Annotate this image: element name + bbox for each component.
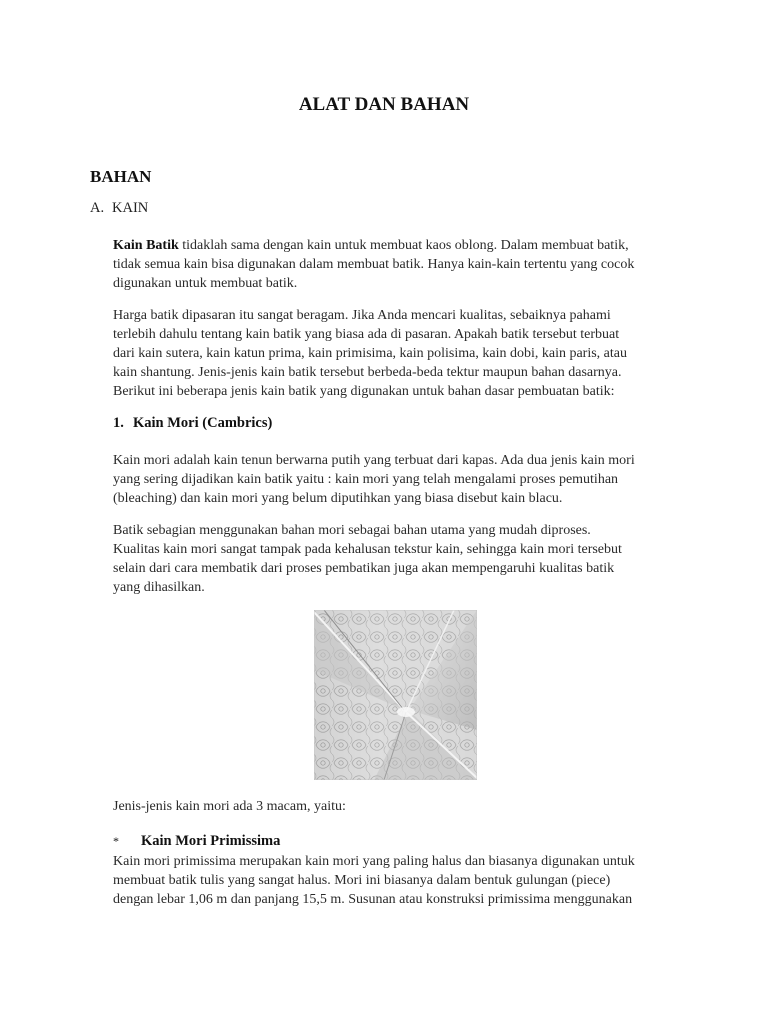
paragraph-jenis-mori: Jenis-jenis kain mori ada 3 macam, yaitu: xyxy=(113,799,346,814)
paragraph-harga-batik xyxy=(113,306,678,401)
subsection-letter: A. xyxy=(90,200,105,216)
subsection-title: KAIN xyxy=(112,200,149,216)
numbered-heading xyxy=(113,415,272,432)
paragraph-line: (bleaching) dan kain mori yang belum diputihkan yang biasa disebut kain blacu. xyxy=(113,491,563,506)
paragraph-primissima xyxy=(113,852,678,909)
paragraph-line: selain dari cara membatik dari proses pembatikan juga akan mempengaruhi kualitas batik xyxy=(113,561,615,576)
paragraph-line: yang sering dijadikan kain batik yaitu : kain mori yang telah mengalami proses pemutihan xyxy=(113,472,619,487)
paragraph-line: yang dihasilkan. xyxy=(113,580,205,595)
paragraph-line: membuat batik tulis yang sangat halus. Mori ini biasanya dalam bentuk gulungan (piece) xyxy=(113,873,611,888)
bullet-heading xyxy=(113,833,280,850)
subsection-heading xyxy=(90,200,148,217)
paragraph-kain-batik xyxy=(113,236,678,293)
paragraph-line: kain shantung. Jenis-jenis kain batik tersebut berbeda-beda tektur maupun bahan dasarnya. xyxy=(113,365,622,380)
paragraph-line: Harga batik dipasaran itu sangat beragam. Jika Anda mencari kualitas, sebaiknya pahami xyxy=(113,308,611,323)
paragraph-line: tidaklah sama dengan kain untuk membuat kaos oblong. Dalam membuat batik, xyxy=(178,238,629,253)
paragraph-line: tidak semua kain bisa digunakan dalam membuat batik. Hanya kain-kain tertentu yang cocok xyxy=(113,257,635,272)
paragraph-line: Kain mori adalah kain tenun berwarna putih yang terbuat dari kapas. Ada dua jenis kain mori xyxy=(113,453,635,468)
paragraph-line: Kualitas kain mori sangat tampak pada kehalusan tekstur kain, sehingga kain mori tersebut xyxy=(113,542,622,557)
paragraph-line: digunakan untuk membuat batik. xyxy=(113,276,298,291)
paragraph-kain-mori xyxy=(113,451,678,508)
paragraph-line: dengan lebar 1,06 m dan panjang 15,5 m. Susunan atau konstruksi primissima menggunakan xyxy=(113,892,633,907)
paragraph-line: Kain mori primissima merupakan kain mori yang paling halus dan biasanya digunakan untuk xyxy=(113,854,635,869)
paragraph-kualitas-mori xyxy=(113,521,678,597)
paragraph-line: dari kain sutera, kain katun prima, kain primisima, kain polisima, kain dobi, kain paris, atau xyxy=(113,346,627,361)
paragraph-line: Berikut ini beberapa jenis kain batik yang digunakan untuk bahan dasar pembuatan batik: xyxy=(113,384,615,399)
page-title: ALAT DAN BAHAN xyxy=(298,94,470,115)
bullet-title: Kain Mori Primissima xyxy=(141,833,281,849)
heading-text: Kain Mori (Cambrics) xyxy=(133,415,273,431)
bullet-star-icon: * xyxy=(113,834,119,848)
bold-term: Kain Batik xyxy=(113,238,179,253)
paragraph-line: terlebih dahulu tentang kain batik yang biasa ada di pasaran. Apakah batik tersebut terbuat xyxy=(113,327,620,342)
section-heading: BAHAN xyxy=(90,167,152,186)
heading-number: 1. xyxy=(113,415,124,431)
fabric-illustration xyxy=(314,610,477,780)
paragraph-line: Batik sebagian menggunakan bahan mori sebagai bahan utama yang mudah diproses. xyxy=(113,523,591,538)
fabric-photo xyxy=(314,610,477,780)
